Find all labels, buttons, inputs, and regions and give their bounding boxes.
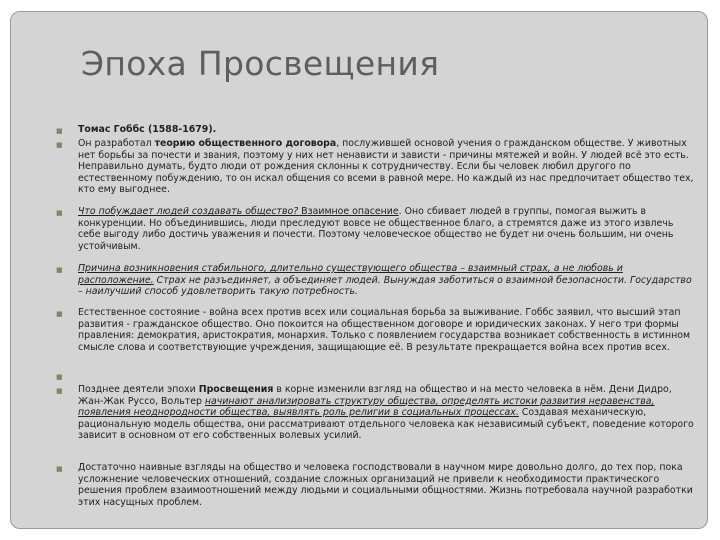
bullet-item [56,138,696,206]
bullet-icon: ■ [56,127,63,135]
bullet-italic-text: Страх не разъединяет, а объединяет людей. Вынуждая заботиться о взаимной безопасности. Государство – наилучший способ удовлетворить такую потребность. [78,274,692,298]
bullet-item [56,384,696,462]
bullet-item-empty [56,370,696,384]
bullet-italic-underlined-text: Что побуждает людей создавать общество? [78,206,299,217]
bullet-text: Естественное состояние - война всех против всех или социальная борьба за выживание. Гоббс заявил, что высший этап развития - гражданское общество. Оно покоится на общественном договоре и юридических законах. У него три формы правления: демократия, аристократия, монархия. Только с появлением государства возникает собственность в истинном смысле слова и соответствующие учреждения, защищающие её. В результате прекращается война всех против всех. [78,307,691,353]
bullet-text: . Оно сбивает людей в группы, помогая выжить в конкуренции. Но объединившись, люди преследуют вовсе не общественное благо, а стремятся даже из этого извлечь себе выгоду либо достичь уважения и почести. Поэтому человеческое общество не будет ни очень большим, ни очень устойчивым. [78,206,674,252]
bullet-icon: ■ [56,310,63,318]
slide-title: Эпоха Просвещения [81,44,440,83]
bullet-item [56,206,696,263]
slide [10,11,708,529]
bullet-text: Позднее деятели эпохи [78,384,199,395]
bullet-bold-text: Просвещения [198,384,274,395]
bullet-icon: ■ [56,266,63,274]
bullet-item [56,307,696,370]
bullet-italic-underlined-text: начинают анализировать структуру общества, определять истоки развития неравенства, появления неоднородности общества, выявлять роль религии в социальных процессах. [78,395,655,419]
bullet-icon: ■ [56,387,63,395]
bullet-icon: ■ [56,141,63,149]
bullet-text: Он разработал [78,138,155,149]
bullet-list [56,124,696,522]
bullet-text: в корне изменили взгляд на общество и на место человека в нём. Дени Дидро, Жан-Жак Руссо, Вольтер [78,384,672,407]
bullet-text: Создавая механическую, рациональную модель общества, они рассматривают отдельного человека как независимый субъект, поведение которого зависит в основном от его собственных волевых усилий. [78,407,694,442]
bullet-bold-text: Томас Гоббс (1588-1679). [78,124,217,135]
bullet-icon: ■ [56,373,63,381]
bullet-underlined-text: Взаимное опасение [298,206,399,217]
bullet-text: , послужившей основой учения о гражданском обществе. У животных нет борьбы за почести и звания, поэтому у них нет ненависти и зависти - причины мятежей и войн. У людей всё это есть. Неправильно думать, будто люди от рождения склонны к сотрудничеству. Если бы человек любил другого по естественному побуждению, то он искал общения со всеми в равной мере. Но каждый из нас предпочитает общество тех, кто ему выгоднее. [78,138,694,196]
bullet-bold-text: теорию общественного договора [154,138,337,149]
bullet-item [56,263,696,307]
bullet-item [56,462,696,522]
bullet-item [56,124,696,138]
bullet-text: Достаточно наивные взгляды на общество и человека господствовали в научном мире довольно долго, до тех пор, пока усложнение человеческих отношений, создание сложных организаций не привели к необходимости практического решения проблем взаимоотношений между людьми и социальными общностями. Жизнь потребовала научной разработки этих насущных проблем. [78,462,693,508]
bullet-icon: ■ [56,209,63,217]
bullet-icon: ■ [56,465,63,473]
bullet-italic-underlined-text: Причина возникновения стабильного, длительно существующего общества – взаимный страх, а не любовь и расположение. [78,263,623,286]
